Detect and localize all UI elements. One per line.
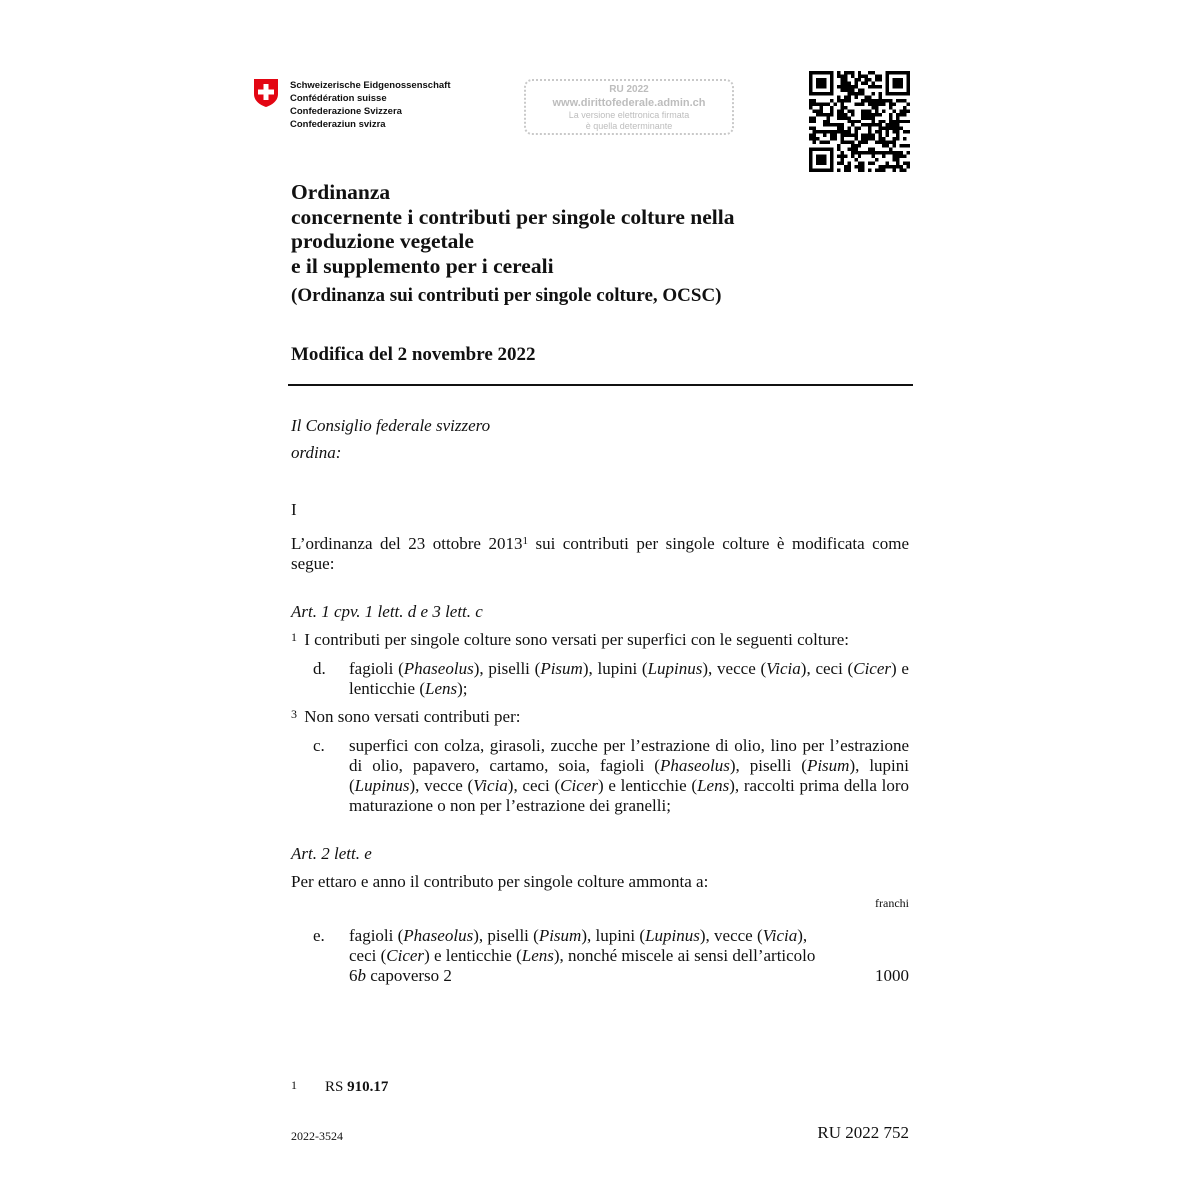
- footnote-ref: 910.17: [347, 1079, 389, 1095]
- text-segment: ), lupini (: [349, 756, 909, 795]
- item-d-text: [349, 659, 909, 699]
- text-segment: ), lupini (: [581, 926, 646, 945]
- italic-term: Phaseolus: [403, 659, 474, 678]
- text-segment: ), vecce (: [409, 776, 474, 795]
- text-segment: ), ceci (: [800, 659, 854, 678]
- item-c-text: [349, 736, 909, 816]
- footnote-reference: 1: [522, 535, 528, 547]
- paragraph-text: Non sono versati contributi per:: [300, 707, 521, 726]
- footnote-text: [325, 1079, 388, 1096]
- text-segment: ), piselli (: [473, 659, 541, 678]
- italic-term: Cicer: [386, 946, 425, 965]
- item-e-text: [349, 926, 834, 986]
- stamp-ru: RU 2022: [609, 84, 649, 95]
- text-segment: ), nonché miscele ai sensi dell’articolo 6: [349, 946, 816, 985]
- text-segment: ), raccolti prima della loro maturazione o non per l’estrazione dei granelli;: [349, 776, 910, 815]
- text-segment: );: [457, 679, 468, 698]
- item-e-amount: 1000: [875, 966, 909, 985]
- stamp-note-2: è quella determinante: [585, 121, 673, 131]
- short-title: (Ordinanza sui contributi per singole colture, OCSC): [291, 285, 722, 306]
- italic-term: Lupinus: [354, 776, 410, 795]
- text-segment: ), vecce (: [699, 926, 763, 945]
- title-divider: [288, 384, 913, 386]
- title-line: Ordinanza: [291, 180, 391, 204]
- italic-term: Vicia: [473, 776, 508, 795]
- italic-term: Pisum: [538, 926, 582, 945]
- official-compilation-reference: RU 2022 752: [817, 1123, 909, 1142]
- preamble-line-1: Il Consiglio federale svizzero: [291, 416, 491, 435]
- italic-term: Phaseolus: [659, 756, 730, 775]
- italic-term: Lens: [521, 946, 554, 965]
- text-segment: ) e lenticchie (: [597, 776, 698, 795]
- footnote-number: 1: [291, 1078, 297, 1092]
- item-c-label: c.: [313, 736, 325, 755]
- footnote-prefix: RS: [325, 1079, 348, 1095]
- item-d-label: d.: [313, 659, 326, 678]
- title-line: produzione vegetale: [291, 229, 474, 253]
- italic-term: Lupinus: [647, 659, 703, 678]
- qr-code-icon: [809, 71, 910, 172]
- art2-intro: Per ettaro e anno il contributo per singole colture ammonta a:: [291, 872, 709, 891]
- art1-paragraph-1: [291, 630, 909, 650]
- document-number: 2022-3524: [291, 1129, 343, 1143]
- federal-agency-name: [290, 79, 451, 131]
- electronic-signature-stamp: [524, 79, 734, 135]
- agency-line-rm: Confederaziun svizra: [290, 119, 386, 130]
- italic-term: Pisum: [806, 756, 850, 775]
- paragraph-number: 3: [291, 707, 297, 721]
- stamp-note-1: La versione elettronica firmata: [568, 110, 690, 120]
- italic-term: Vicia: [766, 659, 801, 678]
- text-segment: ), piselli (: [473, 926, 539, 945]
- italic-term: Lupinus: [645, 926, 700, 945]
- text-segment: superfici con colza, girasoli, zucche per l’estrazione di olio, lino per l’estrazione di olio, papavero, cartamo, soia, fagioli (: [349, 736, 909, 775]
- text-segment: fagioli (: [349, 659, 404, 678]
- italic-term: b: [357, 966, 366, 985]
- art1-heading: Art. 1 cpv. 1 lett. d e 3 lett. c: [291, 602, 483, 621]
- section-intro: [291, 534, 909, 574]
- text-segment: ) e lenticchie (: [424, 946, 522, 965]
- document-title: [291, 180, 734, 278]
- title-line: concernente i contributi per singole colture nella: [291, 204, 735, 229]
- text-segment: ) e lenticchie (: [349, 659, 909, 698]
- agency-line-de: Schweizerische Eidgenossenschaft: [290, 80, 451, 91]
- italic-term: Lens: [425, 679, 458, 698]
- text-segment: capoverso 2: [366, 966, 452, 985]
- italic-term: Cicer: [560, 776, 598, 795]
- agency-line-fr: Confédération suisse: [290, 93, 387, 104]
- preamble-line-2: ordina:: [291, 443, 342, 462]
- art2-heading: Art. 2 lett. e: [291, 844, 372, 863]
- stamp-url: www.dirittofederale.admin.ch: [552, 97, 706, 109]
- paragraph-number: 1: [291, 630, 297, 644]
- italic-term: Phaseolus: [403, 926, 474, 945]
- item-e-label: e.: [313, 926, 325, 945]
- italic-term: Lens: [697, 776, 730, 795]
- text-segment: ), vecce (: [702, 659, 767, 678]
- italic-term: Pisum: [540, 659, 583, 678]
- text-segment: ), ceci (: [349, 926, 808, 965]
- title-line: e il supplemento per i cereali: [291, 253, 554, 278]
- italic-term: Cicer: [853, 659, 892, 678]
- section-numeral: I: [291, 500, 297, 519]
- intro-text-end: sui contributi per singole colture è modificata come segue:: [291, 534, 909, 573]
- swiss-coat-of-arms-icon: [253, 78, 279, 108]
- text-segment: ), lupini (: [582, 659, 648, 678]
- text-segment: ), piselli (: [729, 756, 807, 775]
- amount-unit-label: franchi: [875, 896, 909, 910]
- amendment-date: Modifica del 2 novembre 2022: [291, 344, 536, 365]
- paragraph-text: I contributi per singole colture sono versati per superfici con le seguenti colture:: [300, 630, 850, 649]
- text-segment: ), ceci (: [507, 776, 561, 795]
- agency-line-it: Confederazione Svizzera: [290, 106, 402, 117]
- intro-text-start: L’ordinanza del 23 ottobre 2013: [291, 534, 523, 553]
- art1-paragraph-3: [291, 707, 909, 727]
- italic-term: Vicia: [762, 926, 798, 945]
- text-segment: fagioli (: [349, 926, 404, 945]
